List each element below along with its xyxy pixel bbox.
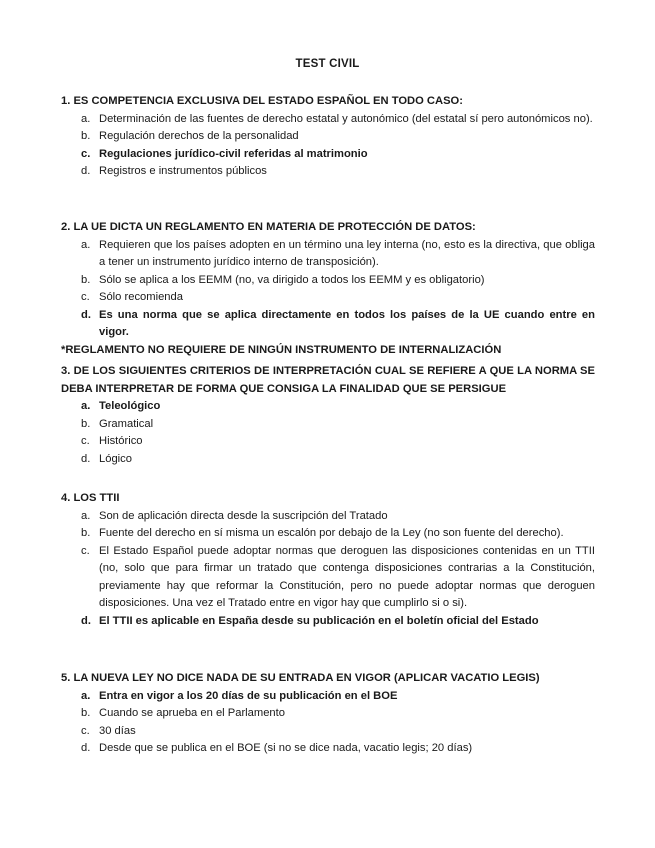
option-d: d. Desde que se publica en el BOE (si no se dice nada, vacatio legis; 20 días) (81, 742, 473, 754)
option-b: b. Fuente del derecho en sí misma un escalón por debajo de la Ley (no son fuente del derecho). (81, 527, 564, 539)
option-d-answer: d. Es una norma que se aplica directamente en todos los países de la UE cuando entre en vigor. (81, 308, 595, 338)
question-1 (61, 93, 595, 181)
question-4 (61, 490, 595, 630)
option-b: b. Regulación derechos de la personalidad (81, 130, 299, 142)
question-title: 3. DE LOS SIGUIENTES CRITERIOS DE INTERPRETACIÓN CUAL SE REFIERE A QUE LA NORMA SE DEBA INTERPRETAR DE FORMA QUE CONSIGA LA FINALIDAD QUE SE PERSIGUE (61, 365, 595, 395)
option-c: c. Histórico (81, 435, 143, 447)
question-3 (61, 363, 595, 468)
option-d: d. Lógico (81, 452, 132, 465)
option-d: d. Registros e instrumentos públicos (81, 165, 267, 177)
option-a-answer: a. Entra en vigor a los 20 días de su publicación en el BOE (81, 689, 398, 702)
option-c-answer: c. Regulaciones jurídico-civil referidas al matrimonio (81, 147, 368, 160)
option-b: b. Sólo se aplica a los EEMM (no, va dirigido a todos los EEMM y es obligatorio) (81, 273, 485, 286)
option-c: c. El Estado Español puede adoptar normas que deroguen las disposiciones contenidas en un TTII (no, solo que para firmar un tratado que contenga disposiciones contrarias a la Constitución, previamente hay que reformar la Constitución, pero no puede adoptar normas que deroguen disposiciones. Una vez el Tratado entre en vigor hay que cumplirlo si o si). (81, 544, 595, 609)
question-title: 5. LA NUEVA LEY NO DICE NADA DE SU ENTRADA EN VIGOR (APLICAR VACATIO LEGIS) (61, 672, 540, 684)
option-a: a. Determinación de las fuentes de derecho estatal y autonómico (del estatal sí pero autonómicos no). (81, 112, 593, 125)
question-note: *REGLAMENTO NO REQUIERE DE NINGÚN INSTRUMENTO DE INTERNALIZACIÓN (61, 343, 502, 356)
question-title: 1. ES COMPETENCIA EXCLUSIVA DEL ESTADO ESPAÑOL EN TODO CASO: (61, 95, 463, 107)
option-a: a. Son de aplicación directa desde la suscripción del Tratado (81, 509, 388, 522)
question-title: 2. LA UE DICTA UN REGLAMENTO EN MATERIA DE PROTECCIÓN DE DATOS: (61, 221, 476, 233)
question-5 (61, 670, 595, 758)
option-a-answer: a. Teleológico (81, 400, 161, 412)
option-c: c. 30 días (81, 724, 136, 737)
option-c: c. Sólo recomienda (81, 291, 183, 303)
page-title: TEST CIVIL (295, 58, 360, 70)
option-d-answer: d. El TTII es aplicable en España desde su publicación en el boletín oficial del Estado (81, 614, 539, 627)
option-a: a. Requieren que los países adopten en un término una ley interna (no, esto es la directiva, que obliga a tener un instrumento jurídico interno de transposición). (81, 238, 595, 268)
question-2 (61, 219, 595, 359)
option-b: b. Cuando se aprueba en el Parlamento (81, 707, 285, 719)
question-title: 4. LOS TTII (61, 492, 120, 504)
option-b: b. Gramatical (81, 417, 154, 430)
